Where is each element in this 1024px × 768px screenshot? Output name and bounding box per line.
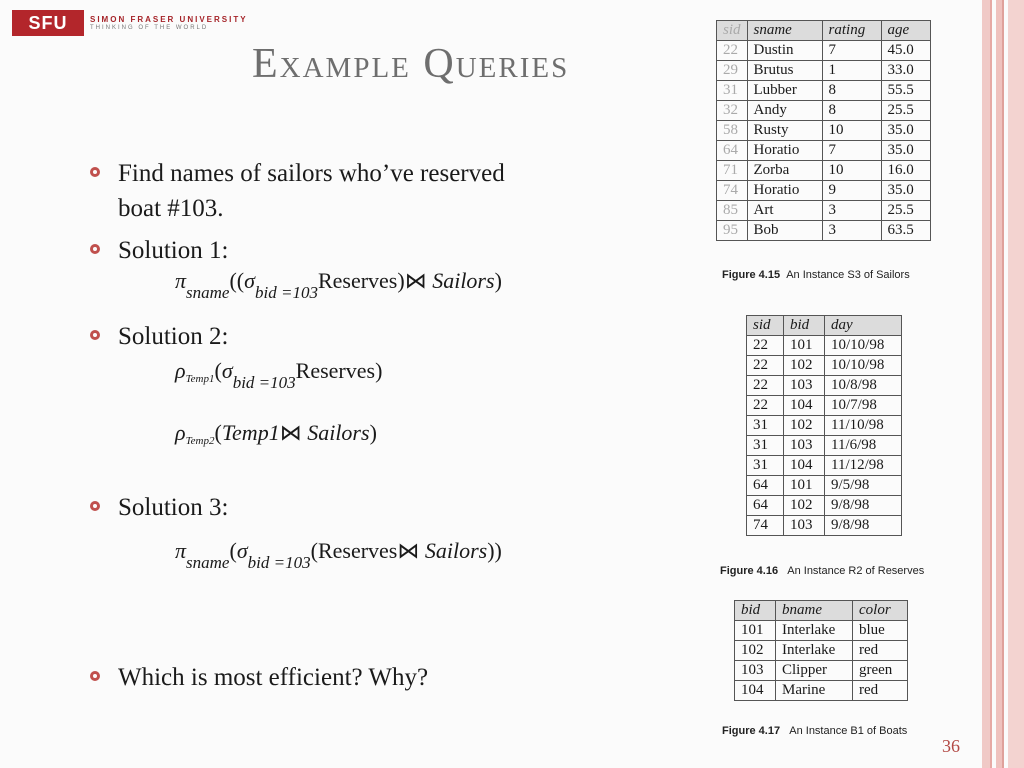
- table-cell: 104: [784, 456, 825, 476]
- slide-title: Example Queries: [252, 41, 570, 87]
- table-cell: Art: [747, 201, 822, 221]
- table-cell: 9/8/98: [825, 516, 902, 536]
- sfu-logo: [12, 10, 248, 36]
- table-cell: 74: [747, 516, 784, 536]
- table-cell: 95: [717, 221, 748, 241]
- table-row: [735, 621, 908, 641]
- bullet-marker: [90, 244, 100, 254]
- table-cell: 22: [747, 336, 784, 356]
- sailors-table: [716, 20, 931, 241]
- sailors-table-figure: [716, 20, 931, 241]
- table-cell: 102: [784, 356, 825, 376]
- table-row: [747, 436, 902, 456]
- table-cell: 10: [822, 161, 881, 181]
- table-row: [717, 161, 931, 181]
- column-header: bid: [735, 601, 776, 621]
- bullet-marker: [90, 501, 100, 511]
- bullet-text: Solution 2:: [118, 323, 229, 350]
- table-cell: 35.0: [881, 181, 930, 201]
- table-cell: 103: [735, 661, 776, 681]
- table-cell: 58: [717, 121, 748, 141]
- column-header: color: [853, 601, 908, 621]
- table-row: [717, 141, 931, 161]
- decor-stripe: [982, 0, 990, 768]
- table-cell: 10: [822, 121, 881, 141]
- sailors-caption: Figure 4.15 An Instance S3 of Sailors: [722, 269, 910, 281]
- bullet-text: boat #103.: [118, 195, 224, 222]
- table-cell: 9/8/98: [825, 496, 902, 516]
- table-cell: Interlake: [776, 621, 853, 641]
- table-cell: 104: [784, 396, 825, 416]
- table-cell: 102: [784, 496, 825, 516]
- table-cell: 16.0: [881, 161, 930, 181]
- table-cell: red: [853, 681, 908, 701]
- table-row: [747, 376, 902, 396]
- table-cell: 101: [784, 336, 825, 356]
- table-cell: 25.5: [881, 201, 930, 221]
- table-cell: 33.0: [881, 61, 930, 81]
- table-cell: blue: [853, 621, 908, 641]
- table-cell: 103: [784, 376, 825, 396]
- table-cell: 101: [784, 476, 825, 496]
- column-header: sname: [747, 21, 822, 41]
- table-cell: 7: [822, 41, 881, 61]
- table-cell: 8: [822, 101, 881, 121]
- table-row: [747, 416, 902, 436]
- table-cell: 11/10/98: [825, 416, 902, 436]
- table-cell: 10/8/98: [825, 376, 902, 396]
- bullet-text: Solution 1:: [118, 237, 229, 264]
- bullet-text: Find names of sailors who’ve reserved: [118, 160, 505, 187]
- table-cell: 35.0: [881, 121, 930, 141]
- table-cell: Horatio: [747, 181, 822, 201]
- table-cell: 3: [822, 221, 881, 241]
- table-row: [747, 456, 902, 476]
- bullet-marker: [90, 671, 100, 681]
- formula-solution-3: $\pi_{sname}(\sigma_{bid =103}(Reserves⋈$ Sailors)): [175, 538, 502, 572]
- table-cell: Brutus: [747, 61, 822, 81]
- column-header: sid: [717, 21, 748, 41]
- table-cell: Andy: [747, 101, 822, 121]
- table-cell: Clipper: [776, 661, 853, 681]
- table-cell: Lubber: [747, 81, 822, 101]
- table-cell: 31: [747, 456, 784, 476]
- boats-table: [734, 600, 908, 701]
- table-cell: 29: [717, 61, 748, 81]
- table-cell: 10/7/98: [825, 396, 902, 416]
- table-row: [747, 516, 902, 536]
- table-row: [717, 121, 931, 141]
- table-cell: 71: [717, 161, 748, 181]
- table-cell: 64: [717, 141, 748, 161]
- table-cell: 25.5: [881, 101, 930, 121]
- table-cell: 22: [747, 396, 784, 416]
- formula-solution-2b: ρTemp2(Temp1⋈ Sailors): [175, 420, 377, 447]
- table-cell: 11/6/98: [825, 436, 902, 456]
- table-cell: Zorba: [747, 161, 822, 181]
- boats-caption: Figure 4.17 An Instance B1 of Boats: [722, 725, 908, 737]
- table-cell: 31: [747, 436, 784, 456]
- table-cell: 74: [717, 181, 748, 201]
- bullet-marker: [90, 167, 100, 177]
- table-row: [735, 661, 908, 681]
- column-header: bname: [776, 601, 853, 621]
- table-cell: 32: [717, 101, 748, 121]
- bullet-text: Which is most efficient? Why?: [118, 664, 429, 691]
- column-header: sid: [747, 316, 784, 336]
- bullet-marker: [90, 330, 100, 340]
- table-row: [747, 396, 902, 416]
- table-cell: 104: [735, 681, 776, 701]
- table-row: [747, 356, 902, 376]
- column-header: rating: [822, 21, 881, 41]
- logo-tagline: THINKING OF THE WORLD: [90, 25, 209, 31]
- table-cell: 103: [784, 516, 825, 536]
- table-cell: 22: [747, 376, 784, 396]
- page-number: 36: [942, 736, 960, 756]
- decor-stripe: [990, 0, 992, 768]
- table-cell: 102: [784, 416, 825, 436]
- logo-abbr: SFU: [12, 10, 84, 36]
- reserves-caption: Figure 4.16 An Instance R2 of Reserves: [720, 565, 925, 577]
- table-cell: 103: [784, 436, 825, 456]
- bullet-text: Solution 3:: [118, 494, 229, 521]
- table-cell: 35.0: [881, 141, 930, 161]
- table-row: [735, 681, 908, 701]
- table-cell: 102: [735, 641, 776, 661]
- formula-solution-1: $\pi_{sname}((\sigma_{bid =103}Reserves)⋈$ Sailors): [175, 268, 502, 302]
- table-row: [747, 476, 902, 496]
- table-row: [717, 101, 931, 121]
- table-row: [717, 181, 931, 201]
- decor-stripe: [1002, 0, 1004, 768]
- table-cell: 55.5: [881, 81, 930, 101]
- decor-stripe: [1008, 0, 1024, 768]
- table-cell: 11/12/98: [825, 456, 902, 476]
- table-cell: 63.5: [881, 221, 930, 241]
- table-cell: 31: [717, 81, 748, 101]
- table-cell: 31: [747, 416, 784, 436]
- table-cell: red: [853, 641, 908, 661]
- table-row: [717, 61, 931, 81]
- formula-solution-2a: $\rho Temp1(\sigma_{bid =103}Reserves)$: [175, 358, 383, 392]
- reserves-table: [746, 315, 902, 536]
- column-header: day: [825, 316, 902, 336]
- reserves-table-figure: [746, 315, 902, 536]
- table-row: [717, 41, 931, 61]
- logo-name: SIMON FRASER UNIVERSITY: [90, 15, 248, 24]
- table-cell: 45.0: [881, 41, 930, 61]
- table-cell: Horatio: [747, 141, 822, 161]
- table-cell: 10/10/98: [825, 356, 902, 376]
- table-cell: 7: [822, 141, 881, 161]
- table-cell: Marine: [776, 681, 853, 701]
- table-cell: 64: [747, 496, 784, 516]
- column-header: bid: [784, 316, 825, 336]
- table-row: [717, 81, 931, 101]
- table-cell: 9: [822, 181, 881, 201]
- table-row: [717, 201, 931, 221]
- table-cell: 101: [735, 621, 776, 641]
- table-cell: 9/5/98: [825, 476, 902, 496]
- table-cell: 85: [717, 201, 748, 221]
- table-row: [747, 336, 902, 356]
- table-cell: Dustin: [747, 41, 822, 61]
- table-cell: Interlake: [776, 641, 853, 661]
- table-row: [717, 221, 931, 241]
- table-cell: 3: [822, 201, 881, 221]
- boats-table-figure: [734, 600, 908, 701]
- table-cell: 10/10/98: [825, 336, 902, 356]
- table-cell: green: [853, 661, 908, 681]
- table-cell: Rusty: [747, 121, 822, 141]
- table-cell: 64: [747, 476, 784, 496]
- table-cell: 22: [717, 41, 748, 61]
- table-row: [735, 641, 908, 661]
- table-cell: 8: [822, 81, 881, 101]
- table-cell: 1: [822, 61, 881, 81]
- table-cell: Bob: [747, 221, 822, 241]
- column-header: age: [881, 21, 930, 41]
- table-cell: 22: [747, 356, 784, 376]
- table-row: [747, 496, 902, 516]
